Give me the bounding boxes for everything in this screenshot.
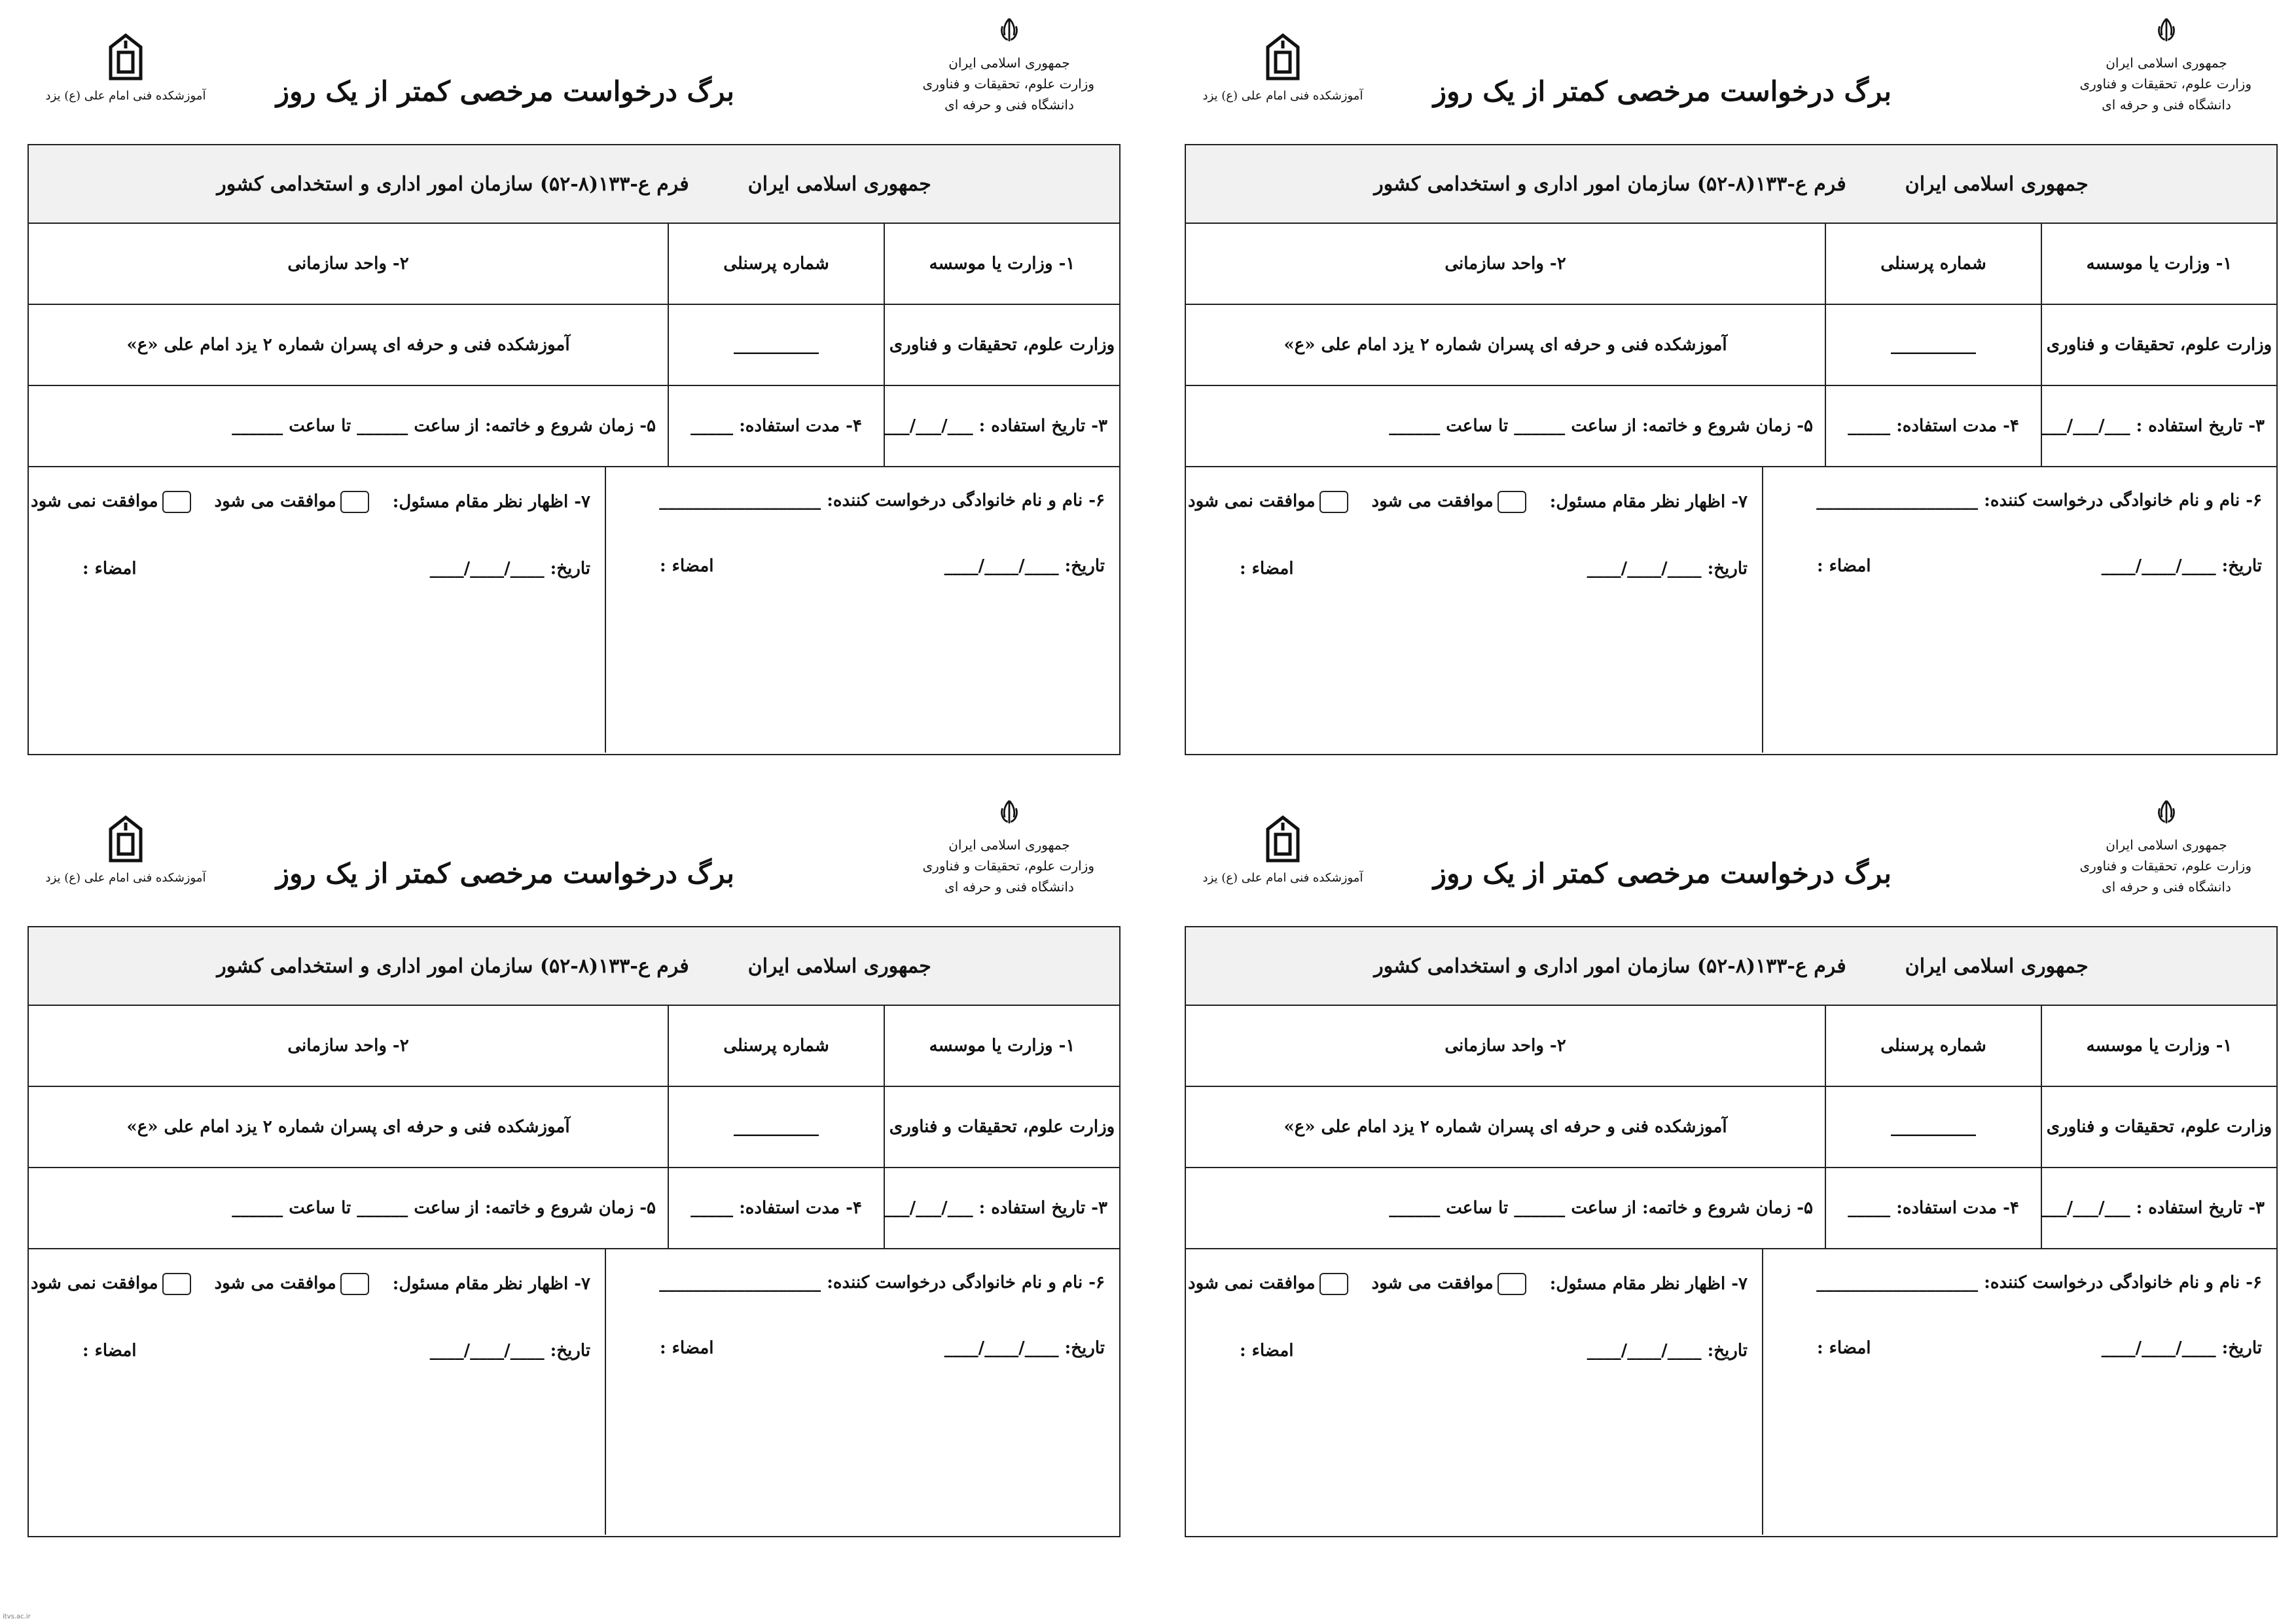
official-opinion-label: ۷- اظهار نظر مقام مسئول:: [1549, 492, 1748, 512]
official-date-field[interactable]: تاریخ: ____/____/____: [429, 559, 590, 579]
time-row: [29, 1168, 1119, 1249]
approved-label: موافقت می شود: [214, 1274, 336, 1293]
school-logo-block: [1185, 815, 1381, 885]
unit-label-cell: ۲- واحد سازمانی: [1444, 1036, 1566, 1056]
ministry-label-cell: ۱- وزارت یا موسسه: [884, 224, 1119, 304]
not-approved-label: موافقت نمی شود: [31, 1274, 158, 1293]
university-label: دانشگاه فنی و حرفه ای: [944, 97, 1074, 113]
time-row: [1186, 1168, 2276, 1249]
school-logo-caption: آموزشکده فنی امام علی (ع) یزد: [45, 89, 206, 103]
republic-cell: جمهوری اسلامی ایران: [747, 954, 931, 978]
date-of-use-field[interactable]: ۳- تاریخ استفاده : ___/___/___: [884, 386, 1119, 466]
unit-label-cell: ۲- واحد سازمانی: [287, 254, 409, 274]
form-reference-row: [1186, 145, 2276, 224]
official-sign-label: امضاء :: [82, 1341, 137, 1361]
applicant-cell: [605, 1249, 1119, 1535]
applicant-sign-label: امضاء :: [660, 1338, 714, 1358]
personnel-label-cell: شماره پرسنلی: [1825, 1006, 2041, 1086]
signature-row: [1186, 1249, 2276, 1535]
ministry-label: وزارت علوم، تحقیقات و فناوری: [922, 76, 1094, 92]
official-opinion-label: ۷- اظهار نظر مقام مسئول:: [392, 492, 590, 512]
form-reference-row: [1186, 927, 2276, 1006]
iran-emblem-icon: [994, 16, 1024, 46]
applicant-sign-line: [620, 1338, 1105, 1358]
personnel-number-field[interactable]: __________: [668, 1087, 884, 1167]
republic-cell: جمهوری اسلامی ایران: [1905, 172, 2089, 196]
applicant-cell: [605, 467, 1119, 753]
official-opinion-line: [1188, 1273, 1748, 1295]
time-range-field[interactable]: ۵- زمان شروع و خاتمه: از ساعت ______ تا ساعت ______: [1389, 416, 1813, 436]
applicant-sign-line: [1778, 1338, 2262, 1358]
duration-field[interactable]: ۴- مدت استفاده: _____: [668, 386, 884, 466]
duration-field[interactable]: ۴- مدت استفاده: _____: [668, 1168, 884, 1248]
unit-label-cell: ۲- واحد سازمانی: [1444, 254, 1566, 274]
applicant-date-field[interactable]: تاریخ: ____/____/____: [2101, 556, 2262, 576]
iran-emblem-icon: [2151, 798, 2181, 828]
time-range-field[interactable]: ۵- زمان شروع و خاتمه: از ساعت ______ تا ساعت ______: [1389, 1198, 1813, 1218]
official-date-field[interactable]: تاریخ: ____/____/____: [1587, 559, 1748, 579]
applicant-date-field[interactable]: تاریخ: ____/____/____: [944, 1338, 1105, 1358]
leave-form-bottom-right: [1185, 795, 2278, 1548]
official-cell: [29, 467, 605, 753]
official-sign-line: [43, 559, 590, 579]
applicant-sign-label: امضاء :: [1817, 1338, 1871, 1358]
official-opinion-line: [31, 1273, 590, 1295]
ministry-label-cell: ۱- وزارت یا موسسه: [2041, 224, 2276, 304]
official-sign-label: امضاء :: [1240, 1341, 1294, 1361]
personnel-number-field[interactable]: __________: [1825, 305, 2041, 385]
ministry-value-cell: وزارت علوم، تحقیقات و فناوری: [884, 305, 1119, 385]
not-approved-checkbox[interactable]: [1319, 1273, 1348, 1295]
ministry-block: [2081, 13, 2251, 115]
leave-form-top-left: [27, 13, 1121, 766]
labels-row: [1186, 224, 2276, 305]
form-title: برگ درخواست مرخصی کمتر از یک روز: [1433, 75, 1892, 107]
school-logo-caption: آموزشکده فنی امام علی (ع) یزد: [1202, 871, 1363, 885]
approved-checkbox[interactable]: [340, 491, 369, 513]
school-logo-icon: [107, 815, 145, 867]
republic-label: جمهوری اسلامی ایران: [948, 55, 1070, 71]
ministry-label-cell: ۱- وزارت یا موسسه: [2041, 1006, 2276, 1086]
applicant-cell: [1762, 1249, 2276, 1535]
values-row: [29, 305, 1119, 386]
school-logo-block: [27, 33, 224, 103]
ministry-value-cell: وزارت علوم، تحقیقات و فناوری: [884, 1087, 1119, 1167]
unit-value-cell: آموزشکده فنی و حرفه ای پسران شماره ۲ یزد امام علی «ع»: [126, 1117, 570, 1137]
form-code-cell: فرم ع-۱۳۳(۸-۵۲) سازمان امور اداری و استخدامی کشور: [1374, 172, 1846, 196]
applicant-name-field[interactable]: ۶- نام و نام خانوادگی درخواست کننده: ___________________: [1816, 1273, 2262, 1293]
footer-watermark: itvs.ac.ir: [3, 1613, 31, 1620]
official-sign-label: امضاء :: [1240, 559, 1294, 579]
time-row: [1186, 386, 2276, 467]
official-cell: [1186, 467, 1762, 753]
ministry-block: [924, 795, 1094, 897]
personnel-number-field[interactable]: __________: [668, 305, 884, 385]
personnel-label-cell: شماره پرسنلی: [1825, 224, 2041, 304]
form-title: برگ درخواست مرخصی کمتر از یک روز: [276, 857, 734, 889]
approved-label: موافقت می شود: [1371, 1274, 1494, 1293]
approved-checkbox[interactable]: [340, 1273, 369, 1295]
applicant-name-field[interactable]: ۶- نام و نام خانوادگی درخواست کننده: ___________________: [659, 1273, 1105, 1293]
approved-checkbox[interactable]: [1498, 1273, 1526, 1295]
leave-form-table: [27, 926, 1121, 1537]
form-reference-row: [29, 145, 1119, 224]
not-approved-label: موافقت نمی شود: [1188, 491, 1316, 511]
personnel-label-cell: شماره پرسنلی: [668, 224, 884, 304]
republic-cell: جمهوری اسلامی ایران: [1905, 954, 2089, 978]
university-label: دانشگاه فنی و حرفه ای: [2102, 97, 2231, 113]
date-of-use-field[interactable]: ۳- تاریخ استفاده : ___/___/___: [2041, 1168, 2276, 1248]
leave-form-bottom-left: [27, 795, 1121, 1548]
signature-row: [29, 467, 1119, 753]
school-logo-block: [1185, 33, 1381, 103]
values-row: [1186, 305, 2276, 386]
not-approved-checkbox[interactable]: [1319, 491, 1348, 513]
signature-row: [29, 1249, 1119, 1535]
approved-label: موافقت می شود: [1371, 491, 1494, 511]
values-row: [29, 1087, 1119, 1168]
form-code-cell: فرم ع-۱۳۳(۸-۵۲) سازمان امور اداری و استخدامی کشور: [217, 172, 689, 196]
approved-checkbox[interactable]: [1498, 491, 1526, 513]
unit-value-cell: آموزشکده فنی و حرفه ای پسران شماره ۲ یزد امام علی «ع»: [126, 335, 570, 355]
official-date-field[interactable]: تاریخ: ____/____/____: [429, 1341, 590, 1361]
form-code-cell: فرم ع-۱۳۳(۸-۵۲) سازمان امور اداری و استخدامی کشور: [1374, 954, 1846, 978]
not-approved-label: موافقت نمی شود: [31, 491, 158, 511]
not-approved-checkbox[interactable]: [162, 1273, 191, 1295]
republic-cell: جمهوری اسلامی ایران: [747, 172, 931, 196]
applicant-date-field[interactable]: تاریخ: ____/____/____: [944, 556, 1105, 576]
republic-label: جمهوری اسلامی ایران: [2106, 837, 2227, 853]
applicant-date-field[interactable]: تاریخ: ____/____/____: [2101, 1338, 2262, 1358]
ministry-value-cell: وزارت علوم، تحقیقات و فناوری: [2041, 1087, 2276, 1167]
form-code-cell: فرم ع-۱۳۳(۸-۵۲) سازمان امور اداری و استخدامی کشور: [217, 954, 689, 978]
labels-row: [1186, 1006, 2276, 1087]
labels-row: [29, 224, 1119, 305]
official-sign-line: [1200, 559, 1748, 579]
iran-emblem-icon: [2151, 16, 2181, 46]
time-range-field[interactable]: ۵- زمان شروع و خاتمه: از ساعت ______ تا ساعت ______: [232, 416, 656, 436]
form-title: برگ درخواست مرخصی کمتر از یک روز: [276, 75, 734, 107]
official-opinion-label: ۷- اظهار نظر مقام مسئول:: [392, 1274, 590, 1294]
ministry-label: وزارت علوم، تحقیقات و فناوری: [922, 858, 1094, 874]
not-approved-checkbox[interactable]: [162, 491, 191, 513]
leave-form-table: [1185, 144, 2278, 755]
values-row: [1186, 1087, 2276, 1168]
labels-row: [29, 1006, 1119, 1087]
official-sign-label: امضاء :: [82, 559, 137, 579]
personnel-label-cell: شماره پرسنلی: [668, 1006, 884, 1086]
applicant-cell: [1762, 467, 2276, 753]
personnel-number-field[interactable]: __________: [1825, 1087, 2041, 1167]
leave-form-table: [1185, 926, 2278, 1537]
not-approved-label: موافقت نمی شود: [1188, 1274, 1316, 1293]
time-row: [29, 386, 1119, 467]
applicant-sign-label: امضاء :: [1817, 556, 1871, 576]
official-opinion-line: [1188, 491, 1748, 513]
official-opinion-line: [31, 491, 590, 513]
school-logo-caption: آموزشکده فنی امام علی (ع) یزد: [45, 871, 206, 885]
form-reference-row: [29, 927, 1119, 1006]
approved-label: موافقت می شود: [214, 491, 336, 511]
signature-row: [1186, 467, 2276, 753]
duration-field[interactable]: ۴- مدت استفاده: _____: [1825, 386, 2041, 466]
form-header: [1185, 13, 2278, 144]
school-logo-icon: [107, 33, 145, 85]
official-sign-line: [43, 1341, 590, 1361]
leave-form-top-right: [1185, 13, 2278, 766]
official-date-field[interactable]: تاریخ: ____/____/____: [1587, 1341, 1748, 1361]
applicant-sign-label: امضاء :: [660, 556, 714, 576]
ministry-block: [924, 13, 1094, 115]
iran-emblem-icon: [994, 798, 1024, 828]
ministry-value-cell: وزارت علوم، تحقیقات و فناوری: [2041, 305, 2276, 385]
date-of-use-field[interactable]: ۳- تاریخ استفاده : ___/___/___: [2041, 386, 2276, 466]
university-label: دانشگاه فنی و حرفه ای: [2102, 879, 2231, 895]
ministry-label: وزارت علوم، تحقیقات و فناوری: [2079, 858, 2251, 874]
form-title: برگ درخواست مرخصی کمتر از یک روز: [1433, 857, 1892, 889]
form-header: [27, 13, 1121, 144]
ministry-block: [2081, 795, 2251, 897]
ministry-label: وزارت علوم، تحقیقات و فناوری: [2079, 76, 2251, 92]
ministry-label-cell: ۱- وزارت یا موسسه: [884, 1006, 1119, 1086]
leave-form-table: [27, 144, 1121, 755]
university-label: دانشگاه فنی و حرفه ای: [944, 879, 1074, 895]
unit-label-cell: ۲- واحد سازمانی: [287, 1036, 409, 1056]
official-cell: [29, 1249, 605, 1535]
school-logo-caption: آموزشکده فنی امام علی (ع) یزد: [1202, 89, 1363, 103]
form-header: [27, 795, 1121, 926]
applicant-sign-line: [1778, 556, 2262, 576]
unit-value-cell: آموزشکده فنی و حرفه ای پسران شماره ۲ یزد امام علی «ع»: [1283, 335, 1727, 355]
republic-label: جمهوری اسلامی ایران: [2106, 55, 2227, 71]
applicant-sign-line: [620, 556, 1105, 576]
republic-label: جمهوری اسلامی ایران: [948, 837, 1070, 853]
school-logo-icon: [1264, 815, 1302, 867]
unit-value-cell: آموزشکده فنی و حرفه ای پسران شماره ۲ یزد امام علی «ع»: [1283, 1117, 1727, 1137]
school-logo-block: [27, 815, 224, 885]
official-sign-line: [1200, 1341, 1748, 1361]
form-header: [1185, 795, 2278, 926]
applicant-name-field[interactable]: ۶- نام و نام خانوادگی درخواست کننده: ___________________: [659, 491, 1105, 510]
date-of-use-field[interactable]: ۳- تاریخ استفاده : ___/___/___: [884, 1168, 1119, 1248]
official-opinion-label: ۷- اظهار نظر مقام مسئول:: [1549, 1274, 1748, 1294]
applicant-name-field[interactable]: ۶- نام و نام خانوادگی درخواست کننده: ___________________: [1816, 491, 2262, 510]
official-cell: [1186, 1249, 1762, 1535]
time-range-field[interactable]: ۵- زمان شروع و خاتمه: از ساعت ______ تا ساعت ______: [232, 1198, 656, 1218]
school-logo-icon: [1264, 33, 1302, 85]
duration-field[interactable]: ۴- مدت استفاده: _____: [1825, 1168, 2041, 1248]
